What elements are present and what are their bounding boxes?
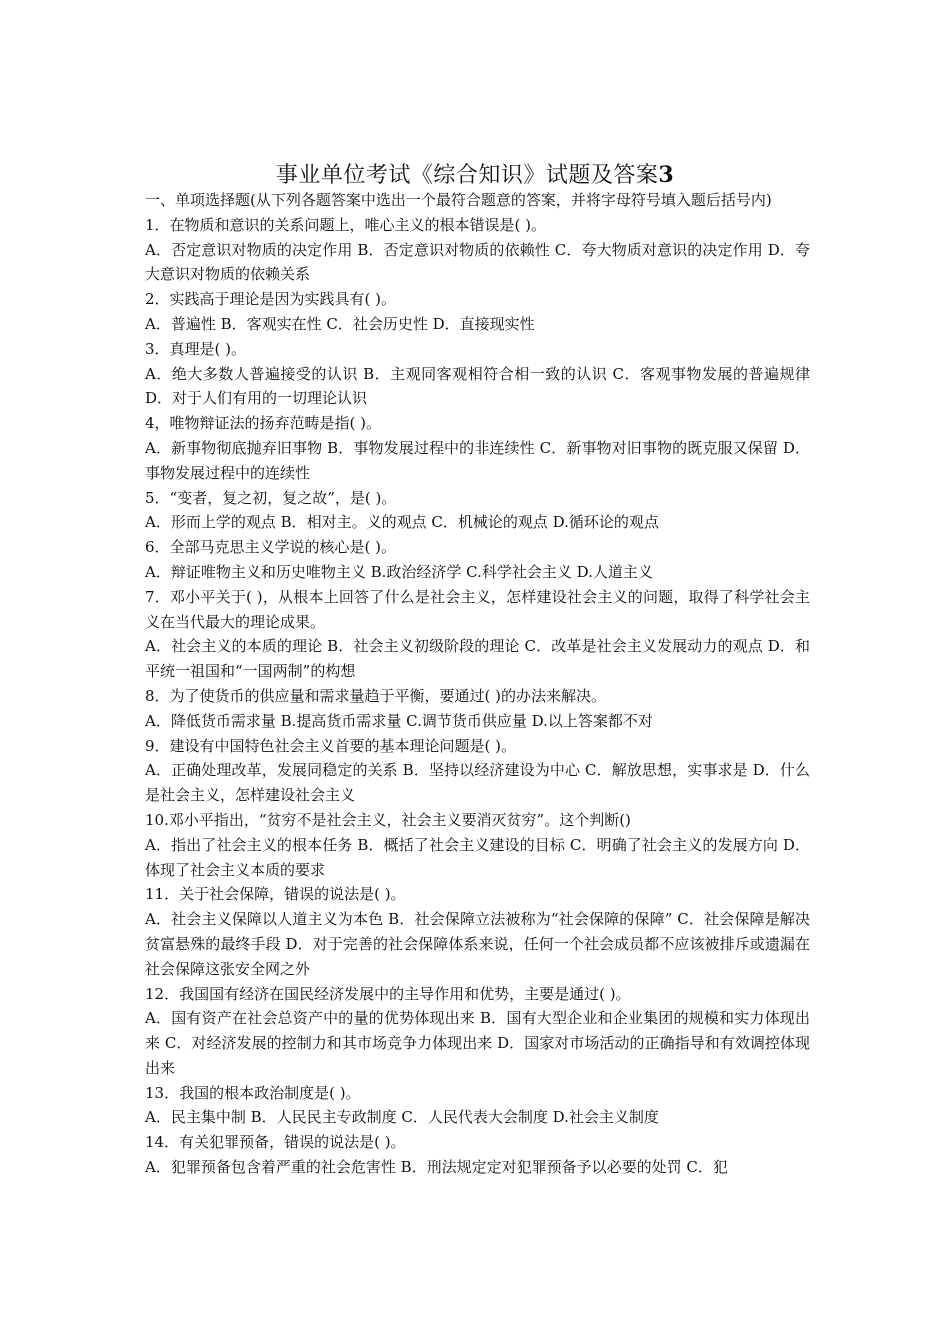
question-13: 13．我国的根本政治制度是( )。 — [145, 1083, 361, 1102]
options-2: A．普遍性 B．客观实在性 C．社会历史性 D．直接现实性 — [145, 314, 535, 333]
question-14: 14．有关犯罪预备，错误的说法是( )。 — [145, 1133, 406, 1152]
question-1: 1．在物质和意识的关系问题上，唯心主义的根本错误是( )。 — [145, 215, 547, 234]
options-12: A．国有资产在社会总资产中的量的优势体现出来 B．国有大型企业和企业集团的规模和实力体现出来 C．对经济发展的控制力和其市场竞争力体现出来 D．国家对市场活动的正确指导和有效调控体现出来 — [145, 1009, 810, 1077]
question-6: 6．全部马克思主义学说的核心是( )。 — [145, 538, 397, 557]
question-11: 11．关于社会保障，错误的说法是( )。 — [145, 885, 406, 904]
section-heading: 一、单项选择题(从下列各题答案中选出一个最符合题意的答案，并将字母符号填入题后括号内) — [145, 191, 772, 209]
question-3: 3．真理是( )。 — [145, 339, 247, 358]
question-4: 4，唯物辩证法的扬弃范畴是指( )。 — [145, 414, 382, 433]
options-5: A．形而上学的观点 B．相对主。义的观点 C．机械论的观点 D.循环论的观点 — [145, 513, 659, 532]
options-6: A．辩证唯物主义和历史唯物主义 B.政治经济学 C.科学社会主义 D.人道主义 — [145, 562, 653, 581]
question-2: 2．实践高于理论是因为实践具有( )。 — [145, 290, 397, 309]
options-8: A．降低货币需求量 B.提高货币需求量 C.调节货币供应量 D.以上答案都不对 — [145, 711, 653, 730]
question-9: 9．建设有中国特色社会主义首要的基本理论问题是( )。 — [145, 736, 517, 755]
options-7: A．社会主义的本质的理论 B．社会主义初级阶段的理论 C．改革是社会主义发展动力的观点 D．和平统一祖国和“一国两制”的构想 — [145, 637, 810, 681]
question-5: 5．“变者，复之初，复之故”，是( )。 — [145, 488, 397, 507]
options-10: A．指出了社会主义的根本任务 B．概括了社会主义建设的目标 C．明确了社会主义的发展方向 D．体现了社会主义本质的要求 — [145, 835, 810, 879]
title-number: 3 — [658, 161, 675, 188]
options-9: A．正确处理改革，发展同稳定的关系 B．坚持以经济建设为中心 C．解放思想，实事求是 D．什么是社会主义，怎样建设社会主义 — [145, 761, 810, 805]
options-14: A．犯罪预备包含着严重的社会危害性 B．刑法规定定对犯罪预备予以必要的处罚 C．犯 — [145, 1158, 728, 1177]
options-1: A．否定意识对物质的决定作用 B．否定意识对物质的依赖性 C．夸大物质对意识的决定作用 D．夸大意识对物质的依赖关系 — [145, 240, 810, 284]
question-7: 7．邓小平关于( )，从根本上回答了什么是社会主义，怎样建设社会主义的问题，取得了科学社会主义在当代最大的理论成果。 — [145, 587, 810, 631]
question-8: 8．为了使货币的供应量和需求量趋于平衡，要通过( )的办法来解决。 — [145, 686, 607, 705]
document-body — [145, 188, 810, 1180]
title-text: 事业单位考试《综合知识》试题及答案 — [275, 162, 659, 188]
options-4: A．新事物彻底抛弃旧事物 B．事物发展过程中的非连续性 C．新事物对旧事物的既克服又保留 D．事物发展过程中的连续性 — [145, 438, 810, 482]
options-13: A．民主集中制 B．人民民主专政制度 C．人民代表大会制度 D.社会主义制度 — [145, 1108, 659, 1127]
question-10: 10.邓小平指出，“贫穷不是社会主义，社会主义要消灭贫穷”。这个判断() — [145, 810, 631, 829]
question-12: 12．我国国有经济在国民经济发展中的主导作用和优势，主要是通过( )。 — [145, 984, 631, 1003]
document-title — [0, 159, 950, 192]
options-11: A．社会主义保障以人道主义为本色 B．社会保障立法被称为“社会保障的保障” C．社会保障是解决贫富悬殊的最终手段 D．对于完善的社会保障体系来说，任何一个社会成员都不应该被排斥或遗漏在社会保障这张安全网之外 — [145, 910, 810, 978]
options-3: A．绝大多数人普遍接受的认识 B．主观同客观相符合相一致的认识 C．客观事物发展的普遍规律 D．对于人们有用的一切理论认识 — [145, 364, 810, 408]
